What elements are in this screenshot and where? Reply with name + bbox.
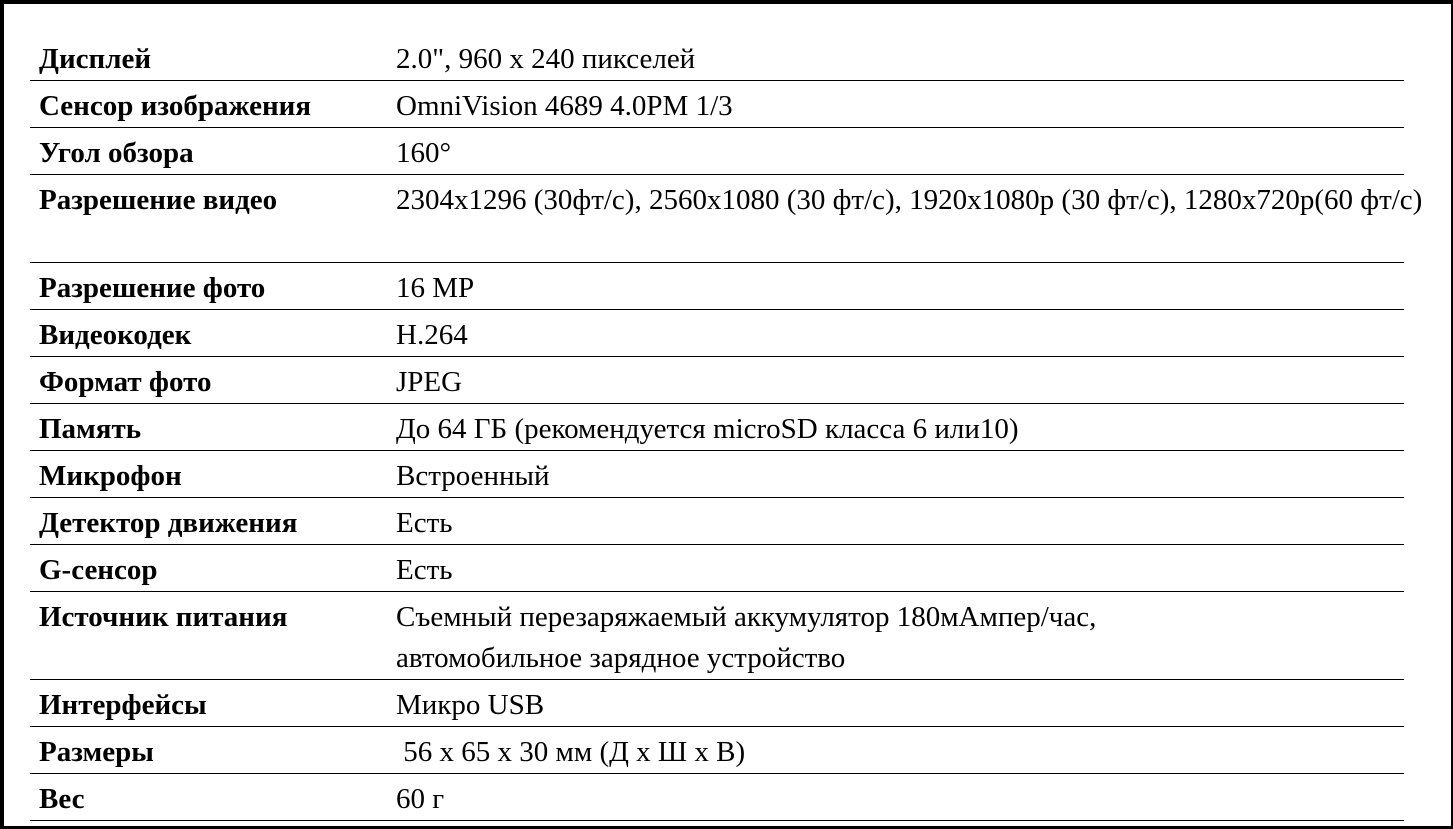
spec-value: OmniVision 4689 4.0PM 1/3 bbox=[387, 81, 1404, 128]
spec-value: 160° bbox=[387, 128, 1404, 175]
spec-key: Детектор движения bbox=[30, 498, 387, 545]
spec-row-viewing-angle bbox=[30, 128, 1404, 175]
spec-key: Сенсор изображения bbox=[30, 81, 387, 128]
spec-value: 2304x1296 (30фт/с), 2560x1080 (30 фт/с), 1920x1080p (30 фт/с), 1280x720p(60 фт/с) bbox=[396, 184, 1423, 216]
spec-row-dimensions bbox=[30, 727, 1404, 774]
spec-row-photo-format bbox=[30, 357, 1404, 404]
spec-row-motion-detector bbox=[30, 498, 1404, 545]
spec-row-interfaces bbox=[30, 680, 1404, 727]
spec-value: 56 x 65 x 30 мм (Д x Ш x В) bbox=[387, 727, 1404, 774]
spec-value: JPEG bbox=[387, 357, 1404, 404]
spec-row-display bbox=[30, 34, 1404, 81]
spec-value: Микро USB bbox=[387, 680, 1404, 727]
spec-key: Вес bbox=[30, 774, 387, 821]
spec-key: Формат фото bbox=[30, 357, 387, 404]
spec-value: До 64 ГБ (рекомендуется microSD класса 6 или10) bbox=[387, 404, 1404, 451]
spec-key: Дисплей bbox=[30, 34, 387, 81]
spec-key: Размеры bbox=[30, 727, 387, 774]
spec-value: 16 MP bbox=[387, 263, 1404, 310]
spec-value: Встроенный bbox=[387, 451, 1404, 498]
spec-row-g-sensor bbox=[30, 545, 1404, 592]
spec-key: Источник питания bbox=[30, 592, 387, 680]
spec-key: Память bbox=[30, 404, 387, 451]
spec-row-memory bbox=[30, 404, 1404, 451]
spec-value: 2.0", 960 х 240 пикселей bbox=[387, 34, 1404, 81]
spec-row-video-codec bbox=[30, 310, 1404, 357]
spec-row-video-resolution bbox=[30, 175, 1404, 263]
spec-key: Интерфейсы bbox=[30, 680, 387, 727]
spec-value: Есть bbox=[387, 545, 1404, 592]
spec-row-power-source bbox=[30, 592, 1404, 680]
spec-row-image-sensor bbox=[30, 81, 1404, 128]
spec-value: Съемный перезаряжаемый аккумулятор 180мАмпер/час, автомобильное зарядное устройство bbox=[387, 592, 1404, 680]
spec-row-photo-resolution bbox=[30, 263, 1404, 310]
spec-row-weight bbox=[30, 774, 1404, 821]
spec-value: 60 г bbox=[387, 774, 1404, 821]
spec-key: Разрешение видео bbox=[30, 175, 387, 263]
specifications-table bbox=[30, 34, 1423, 821]
spec-value: H.264 bbox=[387, 310, 1404, 357]
spec-key: Микрофон bbox=[30, 451, 387, 498]
spec-value: Есть bbox=[387, 498, 1404, 545]
spec-key: Видеокодек bbox=[30, 310, 387, 357]
spec-row-microphone bbox=[30, 451, 1404, 498]
spec-key: Угол обзора bbox=[30, 128, 387, 175]
spec-key: G-сенсор bbox=[30, 545, 387, 592]
spec-key: Разрешение фото bbox=[30, 263, 387, 310]
